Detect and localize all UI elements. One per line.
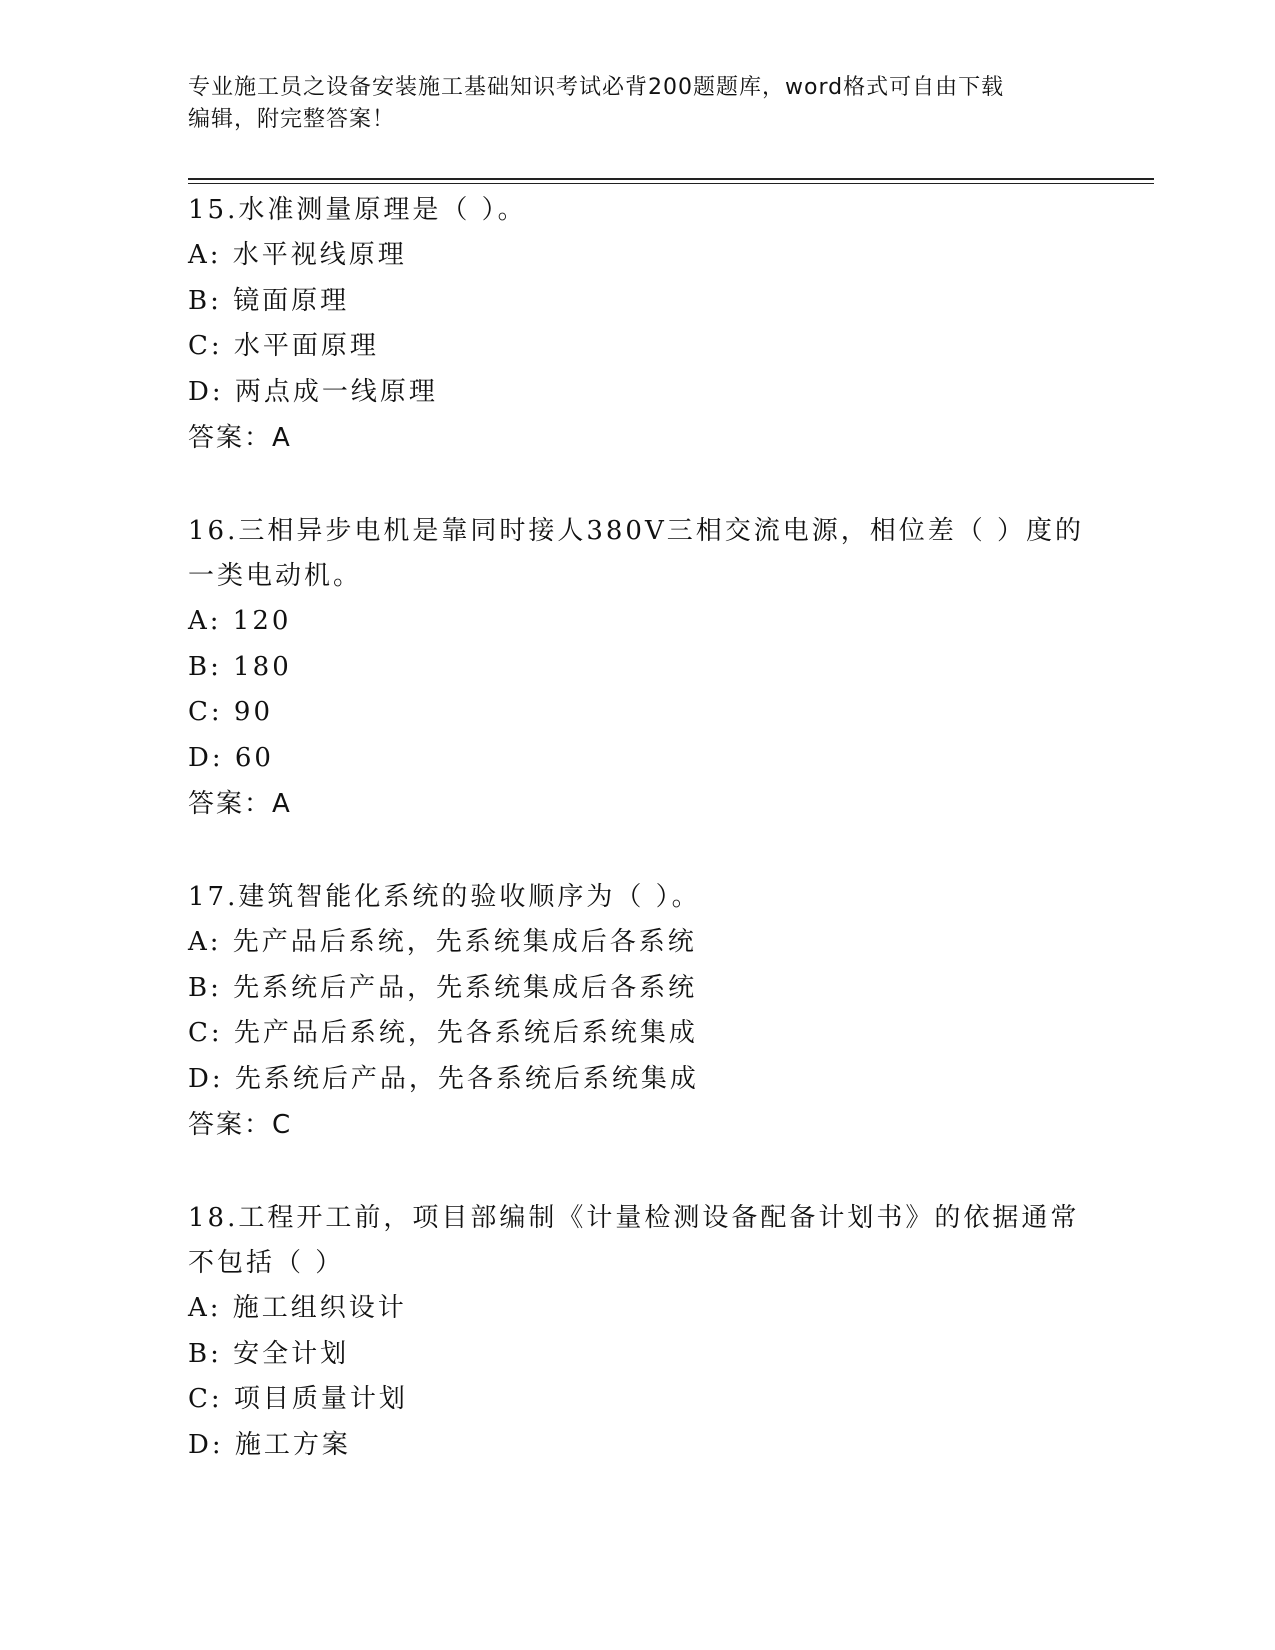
option-b: B: 镜面原理 [188, 285, 350, 316]
answer: 答案：C [188, 1110, 293, 1140]
question-16 [188, 509, 1088, 827]
header-line-2: 编辑，附完整答案！ [188, 107, 396, 132]
option-c: C: 项目质量计划 [188, 1384, 408, 1414]
option-c: C: 水平面原理 [188, 331, 379, 361]
question-stem-continuation: 一类电动机。 [188, 561, 363, 591]
question-stem: 17.建筑智能化系统的验收顺序为（ ）。 [188, 882, 701, 912]
question-15 [188, 188, 1088, 461]
option-b: B: 180 [188, 651, 292, 682]
option-a: A: 施工组织设计 [188, 1293, 407, 1323]
option-d: D: 两点成一线原理 [188, 376, 438, 407]
question-18 [188, 1196, 1088, 1468]
option-d: D: 60 [188, 742, 274, 773]
question-list [188, 188, 1088, 1516]
question-17 [188, 875, 1088, 1148]
question-stem: 18.工程开工前，项目部编制《计量检测设备配备计划书》的依据通常 [188, 1203, 1080, 1233]
question-stem: 16.三相异步电机是靠同时接人380V三相交流电源，相位差（ ）度的 [188, 516, 1085, 546]
option-a: A: 水平视线原理 [188, 240, 407, 270]
option-b: B: 先系统后产品，先系统集成后各系统 [188, 972, 698, 1003]
option-a: A: 先产品后系统，先系统集成后各系统 [188, 927, 697, 957]
answer: 答案：A [188, 423, 292, 453]
document-header [188, 72, 1068, 136]
option-d: D: 施工方案 [188, 1429, 351, 1460]
question-stem: 15.水准测量原理是（ ）。 [188, 195, 527, 225]
question-stem-continuation: 不包括（ ） [188, 1248, 345, 1278]
answer: 答案：A [188, 789, 292, 819]
option-c: C: 先产品后系统，先各系统后系统集成 [188, 1018, 698, 1048]
option-b: B: 安全计划 [188, 1338, 350, 1369]
option-d: D: 先系统后产品，先各系统后系统集成 [188, 1063, 699, 1094]
header-line-1: 专业施工员之设备安装施工基础知识考试必背200题题库，word格式可自由下载 [188, 75, 1005, 100]
option-a: A: 120 [188, 606, 292, 636]
option-c: C: 90 [188, 697, 274, 727]
header-divider-thin [188, 183, 1154, 184]
header-divider-thick [188, 178, 1154, 180]
